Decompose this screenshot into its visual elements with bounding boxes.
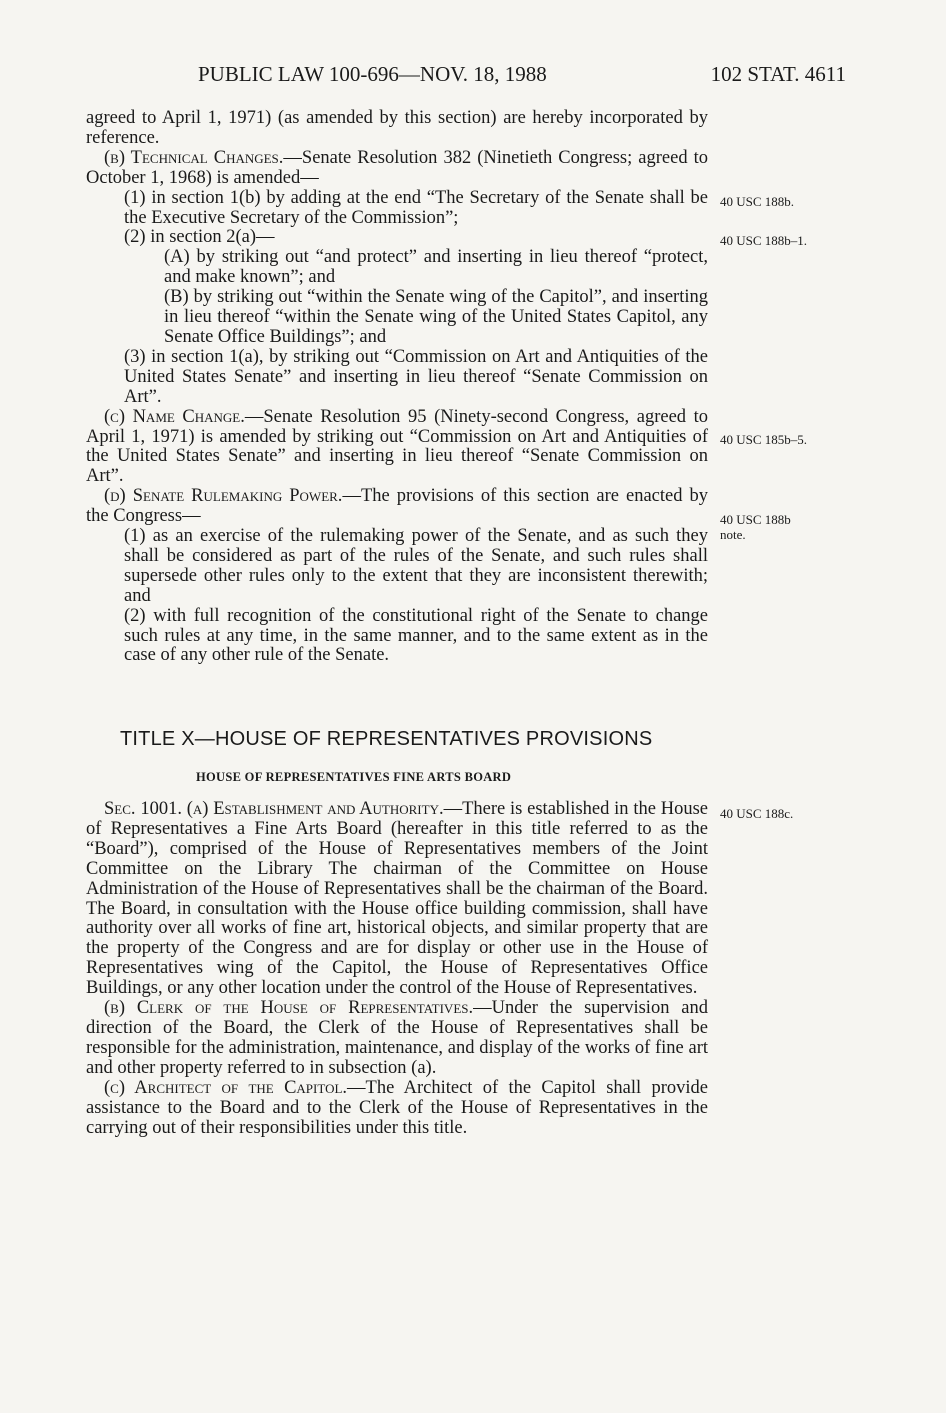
subsection-heading: (c) Architect of the Capitol. xyxy=(104,1077,348,1098)
paragraph-text: —The provisions of this section are enacted by the Congress— xyxy=(86,486,708,527)
margin-note: 40 USC 188b–1. xyxy=(720,233,808,248)
paragraph: (2) in section 2(a)— xyxy=(124,227,275,248)
title-heading: TITLE X—HOUSE OF REPRESENTATIVES PROVISIONS xyxy=(120,728,653,750)
paragraph xyxy=(86,1079,708,1139)
header-stat-citation: 102 STAT. 4611 xyxy=(710,62,846,86)
subsection-heading: Establishment and Authority. xyxy=(213,799,444,819)
margin-note: 40 USC 188c. xyxy=(720,806,794,821)
margin-note: 40 USC 188b. xyxy=(720,194,795,209)
paragraph-text: —The Architect of the Capitol shall provide assistance to the Board and to the Clerk of the House of Representatives in the carrying out of their responsibilities under this title. xyxy=(86,1077,708,1138)
subsection-heading: (b) Technical Changes. xyxy=(104,147,284,168)
header-title: PUBLIC LAW 100-696—NOV. 18, 1988 xyxy=(198,62,547,86)
margin-note: 40 USC 188b xyxy=(720,512,791,527)
margin-note: 40 USC 185b–5. xyxy=(720,432,808,447)
body-text-bottom xyxy=(86,800,708,1138)
paragraph xyxy=(86,487,708,527)
subsection-heading: (d) Senate Rulemaking Power. xyxy=(104,486,343,507)
section-number: Sec. 1001. (a) xyxy=(104,799,214,819)
paragraph xyxy=(86,800,708,999)
paragraph: (1) as an exercise of the rulemaking power of the Senate, and as such they shall be considered as part of the rules of the Senate, and such rules shall supersede other rules only to the extent that they are inconsistent therewith; and xyxy=(124,526,708,606)
subsection-heading: (c) Name Change. xyxy=(104,406,245,427)
page-header xyxy=(86,62,846,88)
paragraph xyxy=(86,408,708,488)
paragraph-text: —Senate Resolution 95 (Ninety-second Congress, agreed to April 1, 1971) is amended by striking out “Commission on Art and Antiquities of the United States Senate” and inserting in lieu thereof “Senate Commission on Art”. xyxy=(86,406,708,487)
paragraph: (1) in section 1(b) by adding at the end “The Secretary of the Senate shall be the Executive Secretary of the Commission”; xyxy=(124,187,708,228)
section-heading: HOUSE OF REPRESENTATIVES FINE ARTS BOARD xyxy=(196,770,512,784)
paragraph-text: —Senate Resolution 382 (Ninetieth Congress; agreed to October 1, 1968) is amended— xyxy=(86,147,708,188)
paragraph xyxy=(86,149,708,189)
paragraph-text: —Under the supervision and direction of the Board, the Clerk of the House of Representatives shall be responsible for the administration, maintenance, and display of the works of fine art and other property referred to in subsection (a). xyxy=(86,998,708,1078)
paragraph xyxy=(86,999,708,1079)
paragraph: agreed to April 1, 1971) (as amended by this section) are hereby incorporated by reference. xyxy=(86,108,708,148)
body-text-top xyxy=(86,109,708,666)
margin-note: note. xyxy=(720,527,746,542)
paragraph: (B) by striking out “within the Senate wing of the Capitol”, and inserting in lieu thereof “within the Senate wing of the United States Capitol, any Senate Office Buildings”; and xyxy=(164,287,708,347)
subsection-heading: (b) Clerk of the House of Representatives. xyxy=(104,998,474,1019)
paragraph: (3) in section 1(a), by striking out “Commission on Art and Antiquities of the United States Senate” and inserting in lieu thereof “Senate Commission on Art”. xyxy=(124,346,708,407)
paragraph: (2) with full recognition of the constitutional right of the Senate to change such rules at any time, in the same manner, and to the same extent as in the case of any other rule of the Senate. xyxy=(124,605,708,666)
paragraph: (A) by striking out “and protect” and inserting in lieu thereof “protect, and make known”; and xyxy=(164,247,708,288)
paragraph-text: —There is established in the House of Representatives a Fine Arts Board (hereafter in this title referred to as the “Board”), comprised of the House of Representatives members of the Joint Committee on the Library The chairman of the Committee on House Administration of the House of Representatives shall be the chairman of the Board. The Board, in consultation with the House office building commission, shall have authority over all works of fine art, historical objects, and similar property that are the property of the Congress and are for display or other use in the House of Representatives wing of the Capitol, the House of Representatives Office Buildings, or any other location under the control of the House of Representatives. xyxy=(86,799,708,999)
